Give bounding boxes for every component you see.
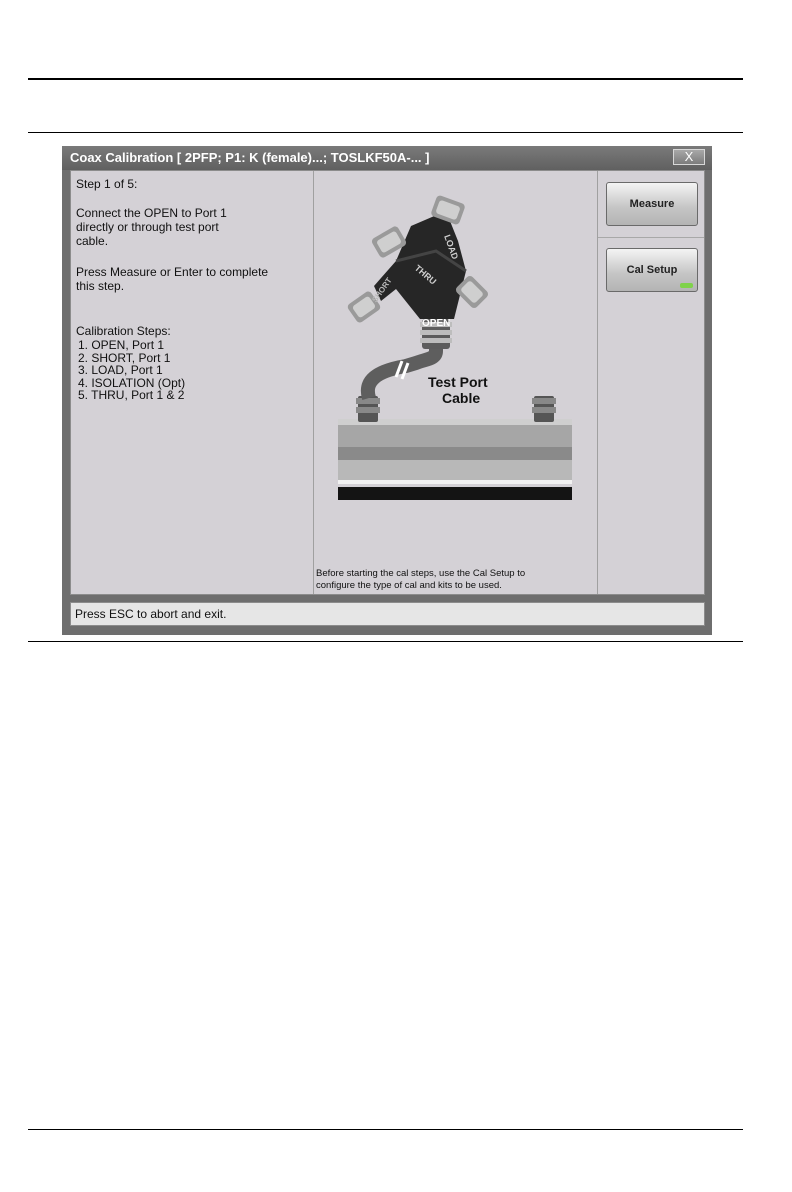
test-port-cable-label-line1: Test Port	[428, 374, 488, 390]
list-item: 2. SHORT, Port 1	[78, 350, 171, 365]
step-indicator: Step 1 of 5:	[76, 177, 138, 191]
test-port-cable-label-line2: Cable	[442, 390, 481, 406]
coax-calibration-dialog	[62, 146, 712, 635]
short-label: SHORT	[370, 276, 394, 305]
press-instruction-line1: Press Measure or Enter to complete	[76, 265, 269, 279]
list-item: 1. OPEN, Port 1	[78, 338, 165, 352]
dialog-title: Coax Calibration [ 2PFP; P1: K (female)...; TOSLKF50A-... ]	[70, 150, 430, 165]
status-bar	[70, 602, 705, 626]
open-label: OPEN	[422, 318, 451, 329]
cal-steps-heading: Calibration Steps:	[76, 324, 171, 338]
footer-rule	[28, 1129, 743, 1130]
cal-setup-button-label: Cal Setup	[626, 264, 678, 276]
list-item: 3. LOAD, Port 1	[78, 363, 163, 377]
button-pane	[598, 171, 704, 594]
port-2-connector	[532, 396, 556, 422]
figure-top-rule	[28, 132, 743, 133]
cal-setup-note	[316, 568, 525, 591]
cal-setup-note-line2: configure the type of cal and kits to be used.	[316, 579, 502, 591]
connect-instruction-line1: Connect the OPEN to Port 1	[76, 206, 227, 220]
close-icon: X	[684, 149, 694, 164]
test-port-cable	[368, 341, 436, 398]
connect-instruction-line2: directly or through test port	[76, 220, 219, 234]
dialog-body	[70, 170, 705, 595]
test-port-plate	[338, 419, 572, 500]
cal-setup-note-line1: Before starting the cal steps, use the Cal Setup to	[316, 568, 526, 579]
thru-label: THRU	[412, 262, 439, 287]
status-led-icon	[680, 283, 693, 288]
close-button[interactable]	[673, 149, 705, 165]
connect-instruction-line3: cable.	[76, 234, 109, 248]
calibration-illustration	[336, 191, 576, 516]
cal-setup-button[interactable]	[606, 248, 698, 292]
measure-button[interactable]: Measure	[606, 182, 698, 226]
port-1-connector	[356, 396, 380, 422]
cal-steps-list	[78, 339, 185, 402]
press-instruction-line2: this step.	[76, 279, 125, 293]
button-divider	[598, 237, 704, 238]
load-label: LOAD	[442, 233, 461, 261]
list-item: 4. ISOLATION (Opt)	[78, 375, 186, 390]
illustration-pane	[314, 171, 598, 594]
figure-bottom-rule	[28, 641, 743, 642]
status-text: Press ESC to abort and exit.	[75, 607, 227, 621]
instructions-pane	[71, 171, 314, 594]
title-bar	[62, 146, 712, 170]
header-rule	[28, 78, 743, 80]
list-item: 5. THRU, Port 1 & 2	[78, 388, 185, 402]
